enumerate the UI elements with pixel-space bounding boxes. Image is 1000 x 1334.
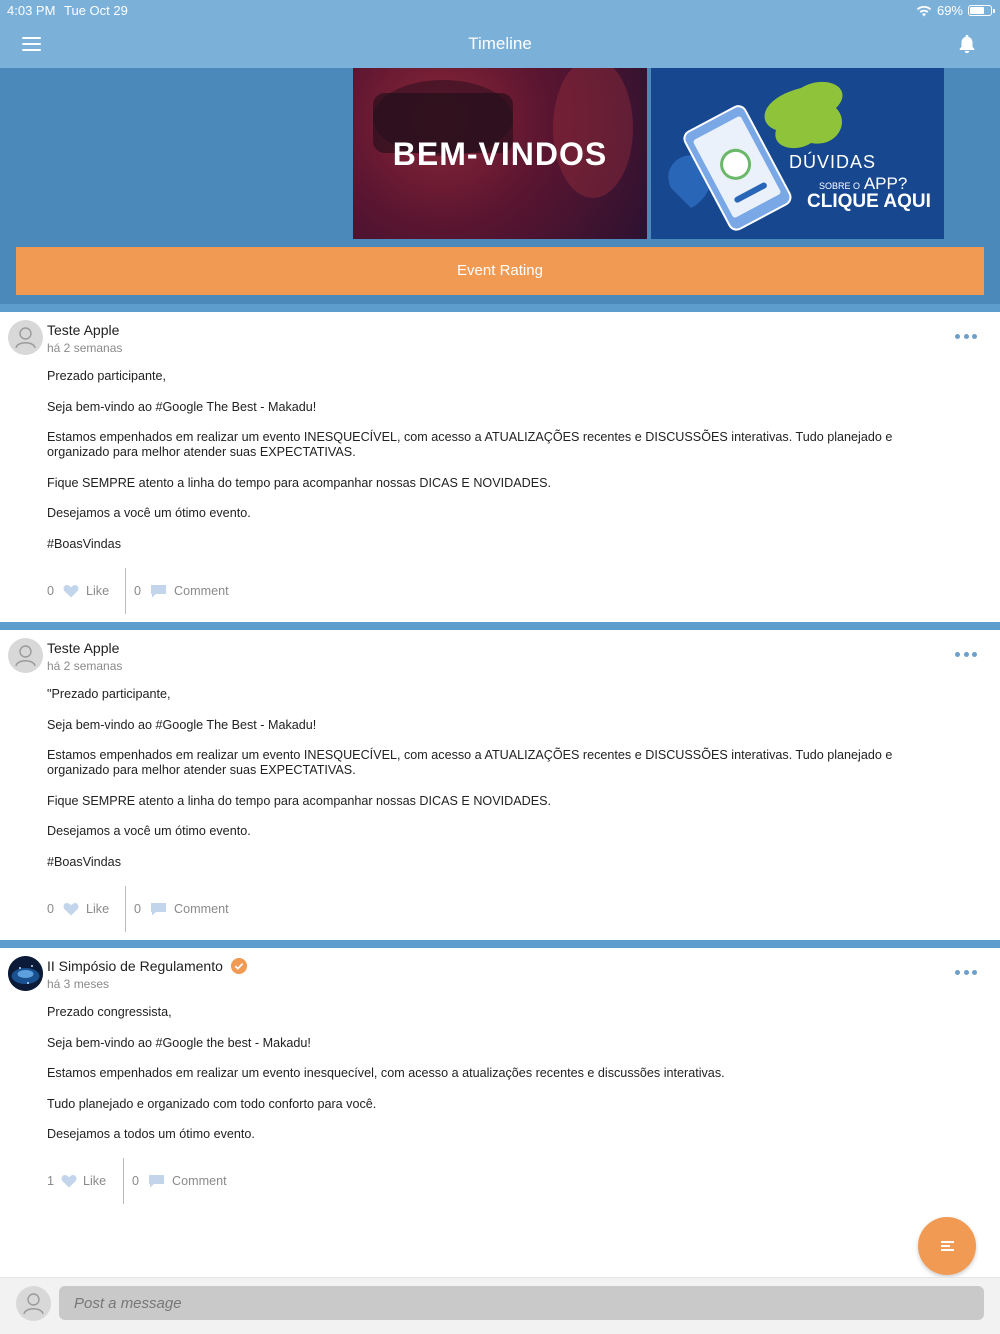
help-banner-line2-small: SOBRE O: [819, 181, 861, 191]
comment-button[interactable]: Comment: [174, 902, 229, 916]
nav-bar: [0, 20, 1000, 68]
post-paragraph: Tudo planejado e organizado com todo conforto para você.: [47, 1096, 377, 1111]
status-right: [916, 3, 992, 18]
actions-separator: [123, 1158, 124, 1204]
help-banner[interactable]: [651, 68, 944, 239]
event-rating-button[interactable]: Event Rating: [16, 247, 984, 295]
comment-count: 0: [134, 584, 142, 598]
post-actions: [47, 886, 347, 932]
comment-count: 0: [134, 902, 142, 916]
status-bar: [0, 0, 1000, 20]
avatar[interactable]: [8, 320, 43, 355]
post-content: [47, 369, 930, 567]
post-author-name: II Simpósio de Regulamento: [47, 958, 223, 974]
post-paragraph: "Prezado participante,: [47, 687, 171, 701]
heart-icon[interactable]: [61, 1174, 77, 1188]
actions-separator: [125, 886, 126, 932]
post-paragraph: Fique SEMPRE atento a linha do tempo para acompanhar nossas DICAS E NOVIDADES.: [47, 793, 551, 808]
avatar[interactable]: [8, 956, 43, 991]
post-paragraph: #BoasVindas: [47, 854, 121, 869]
battery-icon: [968, 5, 992, 16]
composer-bar: [0, 1277, 1000, 1334]
like-count: 0: [47, 584, 55, 598]
like-count: 1: [47, 1174, 55, 1188]
post-divider: [0, 622, 1000, 630]
post-paragraph: Seja bem-vindo ao #Google the best - Makadu!: [47, 1035, 311, 1050]
post-paragraph: Estamos empenhados em realizar um evento INESQUECÍVEL, com acesso a ATUALIZAÇÕES recentes e DISCUSSÕES interativas. Tudo planejado e organizado para melhor atender suas EXPECTATIVAS.: [47, 748, 893, 777]
post-author[interactable]: [47, 958, 247, 974]
comment-icon[interactable]: [150, 584, 167, 598]
more-options-icon[interactable]: [955, 652, 977, 658]
comment-button[interactable]: Comment: [172, 1174, 227, 1188]
post-message-input[interactable]: [59, 1286, 984, 1320]
like-button[interactable]: Like: [86, 584, 110, 598]
welcome-banner-text: BEM-VINDOS: [392, 136, 608, 172]
post-author-name: Teste Apple: [47, 640, 120, 656]
more-options-icon[interactable]: [955, 970, 977, 976]
post-actions: [47, 568, 347, 614]
post-paragraph: Desejamos a você um ótimo evento.: [47, 506, 251, 520]
post-paragraph: Prezado participante,: [47, 369, 167, 383]
post-time: há 2 semanas: [47, 341, 123, 355]
post-paragraph: Seja bem-vindo ao #Google The Best - Makadu!: [47, 717, 317, 732]
more-options-icon[interactable]: [955, 334, 977, 340]
page-title: Timeline: [468, 34, 532, 53]
bell-icon[interactable]: [956, 33, 978, 55]
comment-button[interactable]: Comment: [174, 584, 229, 598]
help-banner-line1: DÚVIDAS: [789, 152, 877, 172]
actions-separator: [125, 568, 126, 614]
like-button[interactable]: Like: [86, 902, 110, 916]
verified-check-icon: [231, 958, 247, 974]
like-button[interactable]: Like: [83, 1174, 107, 1188]
post-paragraph: Estamos empenhados em realizar um evento INESQUECÍVEL, com acesso a ATUALIZAÇÕES recentes e DISCUSSÕES interativas. Tudo planejado e organizado para melhor atender suas EXPECTATIVAS.: [47, 430, 893, 459]
post-paragraph: Estamos empenhados em realizar um evento inesquecível, com acesso a atualizações recentes e discussões interativas.: [47, 1066, 725, 1080]
status-time: 4:03 PM: [7, 3, 56, 18]
help-banner-line3: CLIQUE AQUI: [807, 191, 931, 212]
post-paragraph: Seja bem-vindo ao #Google The Best - Makadu!: [47, 399, 317, 414]
post-author[interactable]: [47, 322, 119, 338]
post-card: [0, 948, 1000, 1277]
lines-icon: [941, 1241, 954, 1253]
post-card: [0, 630, 1000, 940]
post-time: há 2 semanas: [47, 659, 123, 673]
post-paragraph: Prezado congressista,: [47, 1005, 172, 1019]
avatar[interactable]: [8, 638, 43, 673]
post-author[interactable]: [47, 640, 119, 656]
post-paragraph: Desejamos a você um ótimo evento.: [47, 824, 251, 838]
post-actions: [47, 1158, 347, 1204]
post-content: [47, 1005, 930, 1158]
compose-fab-button[interactable]: [918, 1217, 976, 1275]
comment-icon[interactable]: [148, 1174, 165, 1188]
help-banner-line2-main: APP?: [863, 174, 908, 193]
comment-icon[interactable]: [150, 902, 167, 916]
comment-count: 0: [132, 1174, 140, 1188]
post-time: há 3 meses: [47, 977, 110, 991]
post-card: [0, 312, 1000, 622]
status-date: Tue Oct 29: [64, 3, 128, 18]
post-paragraph: Fique SEMPRE atento a linha do tempo para acompanhar nossas DICAS E NOVIDADES.: [47, 475, 551, 490]
post-author-name: Teste Apple: [47, 322, 120, 338]
heart-icon[interactable]: [63, 902, 79, 916]
battery-percent: 69%: [936, 3, 963, 18]
wifi-icon: [916, 5, 932, 17]
heart-icon[interactable]: [63, 584, 79, 598]
welcome-banner[interactable]: [353, 68, 647, 239]
post-content: [47, 687, 930, 885]
post-paragraph: #BoasVindas: [47, 536, 121, 551]
composer-avatar: [16, 1286, 51, 1321]
post-divider: [0, 304, 1000, 312]
like-count: 0: [47, 902, 55, 916]
post-paragraph: Desejamos a todos um ótimo evento.: [47, 1127, 255, 1141]
post-divider: [0, 940, 1000, 948]
